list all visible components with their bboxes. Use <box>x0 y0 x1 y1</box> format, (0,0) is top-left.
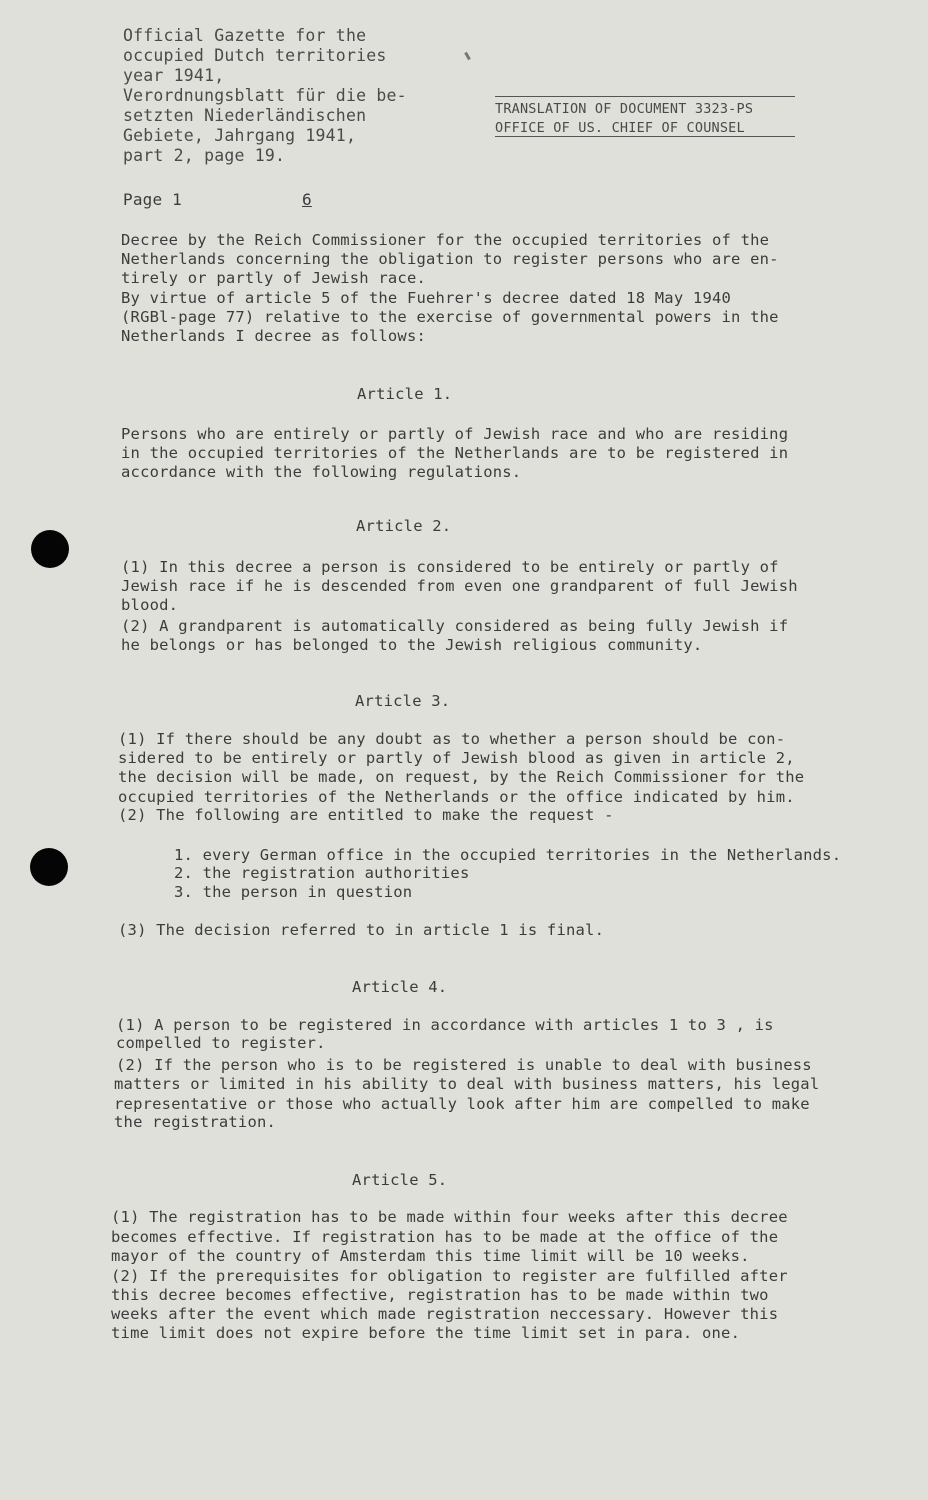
article-2-line: Jewish race if he is descended from even one grandparent of full Jewish <box>121 577 798 595</box>
translation-office: OFFICE OF US. CHIEF OF COUNSEL <box>495 120 745 136</box>
page-label: Page 1 <box>123 190 182 209</box>
gazette-header-line: Gebiete, Jahrgang 1941, <box>123 126 357 145</box>
gazette-header-line: part 2, page 19. <box>123 146 286 165</box>
page-number: 6 <box>302 190 312 209</box>
gazette-header-line: Verordnungsblatt für die be- <box>123 86 407 105</box>
article-3-list-item: 1. every German office in the occupied territories in the Netherlands. <box>174 846 842 864</box>
article-3-list-item: 2. the registration authorities <box>174 864 470 882</box>
article-4-line: the registration. <box>114 1113 277 1131</box>
article-2-line: (1) In this decree a person is considered to be entirely or partly of <box>121 558 779 576</box>
article-4-line: matters or limited in his ability to deal with business matters, his legal <box>114 1075 820 1093</box>
gazette-header-line: Official Gazette for the <box>123 26 367 45</box>
article-3-line: (2) The following are entitled to make the request - <box>118 806 614 824</box>
preamble-line: (RGBl-page 77) relative to the exercise of governmental powers in the <box>121 308 779 326</box>
article-4-line: (2) If the person who is to be registered is unable to deal with business <box>116 1056 812 1074</box>
article-5-line: becomes effective. If registration has to be made at the office of the <box>111 1228 779 1246</box>
article-1-line: accordance with the following regulations. <box>121 463 522 481</box>
article-3-line: (1) If there should be any doubt as to whether a person should be con- <box>118 730 786 748</box>
article-5-line: (1) The registration has to be made within four weeks after this decree <box>111 1208 788 1226</box>
preamble-line: By virtue of article 5 of the Fuehrer's decree dated 18 May 1940 <box>121 289 732 307</box>
preamble-line: Decree by the Reich Commissioner for the occupied territories of the <box>121 231 770 249</box>
article-3-line: sidered to be entirely or partly of Jewish blood as given in article 2, <box>118 749 795 767</box>
preamble-line: tirely or partly of Jewish race. <box>121 269 427 287</box>
article-4-heading: Article 4. <box>352 978 448 996</box>
article-3-closing: (3) The decision referred to in article 1 is final. <box>118 921 605 939</box>
punch-hole <box>31 530 69 568</box>
article-1-line: in the occupied territories of the Netherlands are to be registered in <box>121 444 789 462</box>
preamble-line: Netherlands I decree as follows: <box>121 327 427 345</box>
preamble-line: Netherlands concerning the obligation to register persons who are en- <box>121 250 779 268</box>
article-4-line: (1) A person to be registered in accordance with articles 1 to 3 , is <box>116 1016 774 1034</box>
article-5-line: weeks after the event which made registration neccessary. However this <box>111 1305 779 1323</box>
punch-hole <box>30 848 68 886</box>
article-2-line: (2) A grandparent is automatically considered as being fully Jewish if <box>121 617 789 635</box>
article-4-line: compelled to register. <box>116 1034 326 1052</box>
gazette-header-line: year 1941, <box>123 66 225 85</box>
article-5-line: (2) If the prerequisites for obligation to register are fulfilled after <box>111 1267 788 1285</box>
article-3-heading: Article 3. <box>355 692 451 710</box>
ink-mark <box>464 52 471 60</box>
article-2-heading: Article 2. <box>356 517 452 535</box>
article-5-line: mayor of the country of Amsterdam this time limit will be 10 weeks. <box>111 1247 750 1265</box>
article-2-line: blood. <box>121 596 179 614</box>
translation-title: TRANSLATION OF DOCUMENT 3323-PS <box>495 101 754 117</box>
article-3-line: the decision will be made, on request, by the Reich Commissioner for the <box>118 768 805 786</box>
article-1-heading: Article 1. <box>357 385 453 403</box>
gazette-header-line: occupied Dutch territories <box>123 46 387 65</box>
article-3-line: occupied territories of the Netherlands or the office indicated by him. <box>118 788 795 806</box>
article-1-line: Persons who are entirely or partly of Jewish race and who are residing <box>121 425 789 443</box>
article-2-line: he belongs or has belonged to the Jewish religious community. <box>121 636 703 654</box>
article-5-line: time limit does not expire before the time limit set in para. one. <box>111 1324 741 1342</box>
translation-rule-bottom <box>495 136 795 137</box>
translation-rule-top <box>495 96 795 97</box>
article-5-heading: Article 5. <box>352 1171 448 1189</box>
article-5-line: this decree becomes effective, registration has to be made within two <box>111 1286 769 1304</box>
gazette-header-line: setzten Niederländischen <box>123 106 367 125</box>
article-4-line: representative or those who actually look after him are compelled to make <box>114 1095 810 1113</box>
article-3-list-item: 3. the person in question <box>174 883 413 901</box>
